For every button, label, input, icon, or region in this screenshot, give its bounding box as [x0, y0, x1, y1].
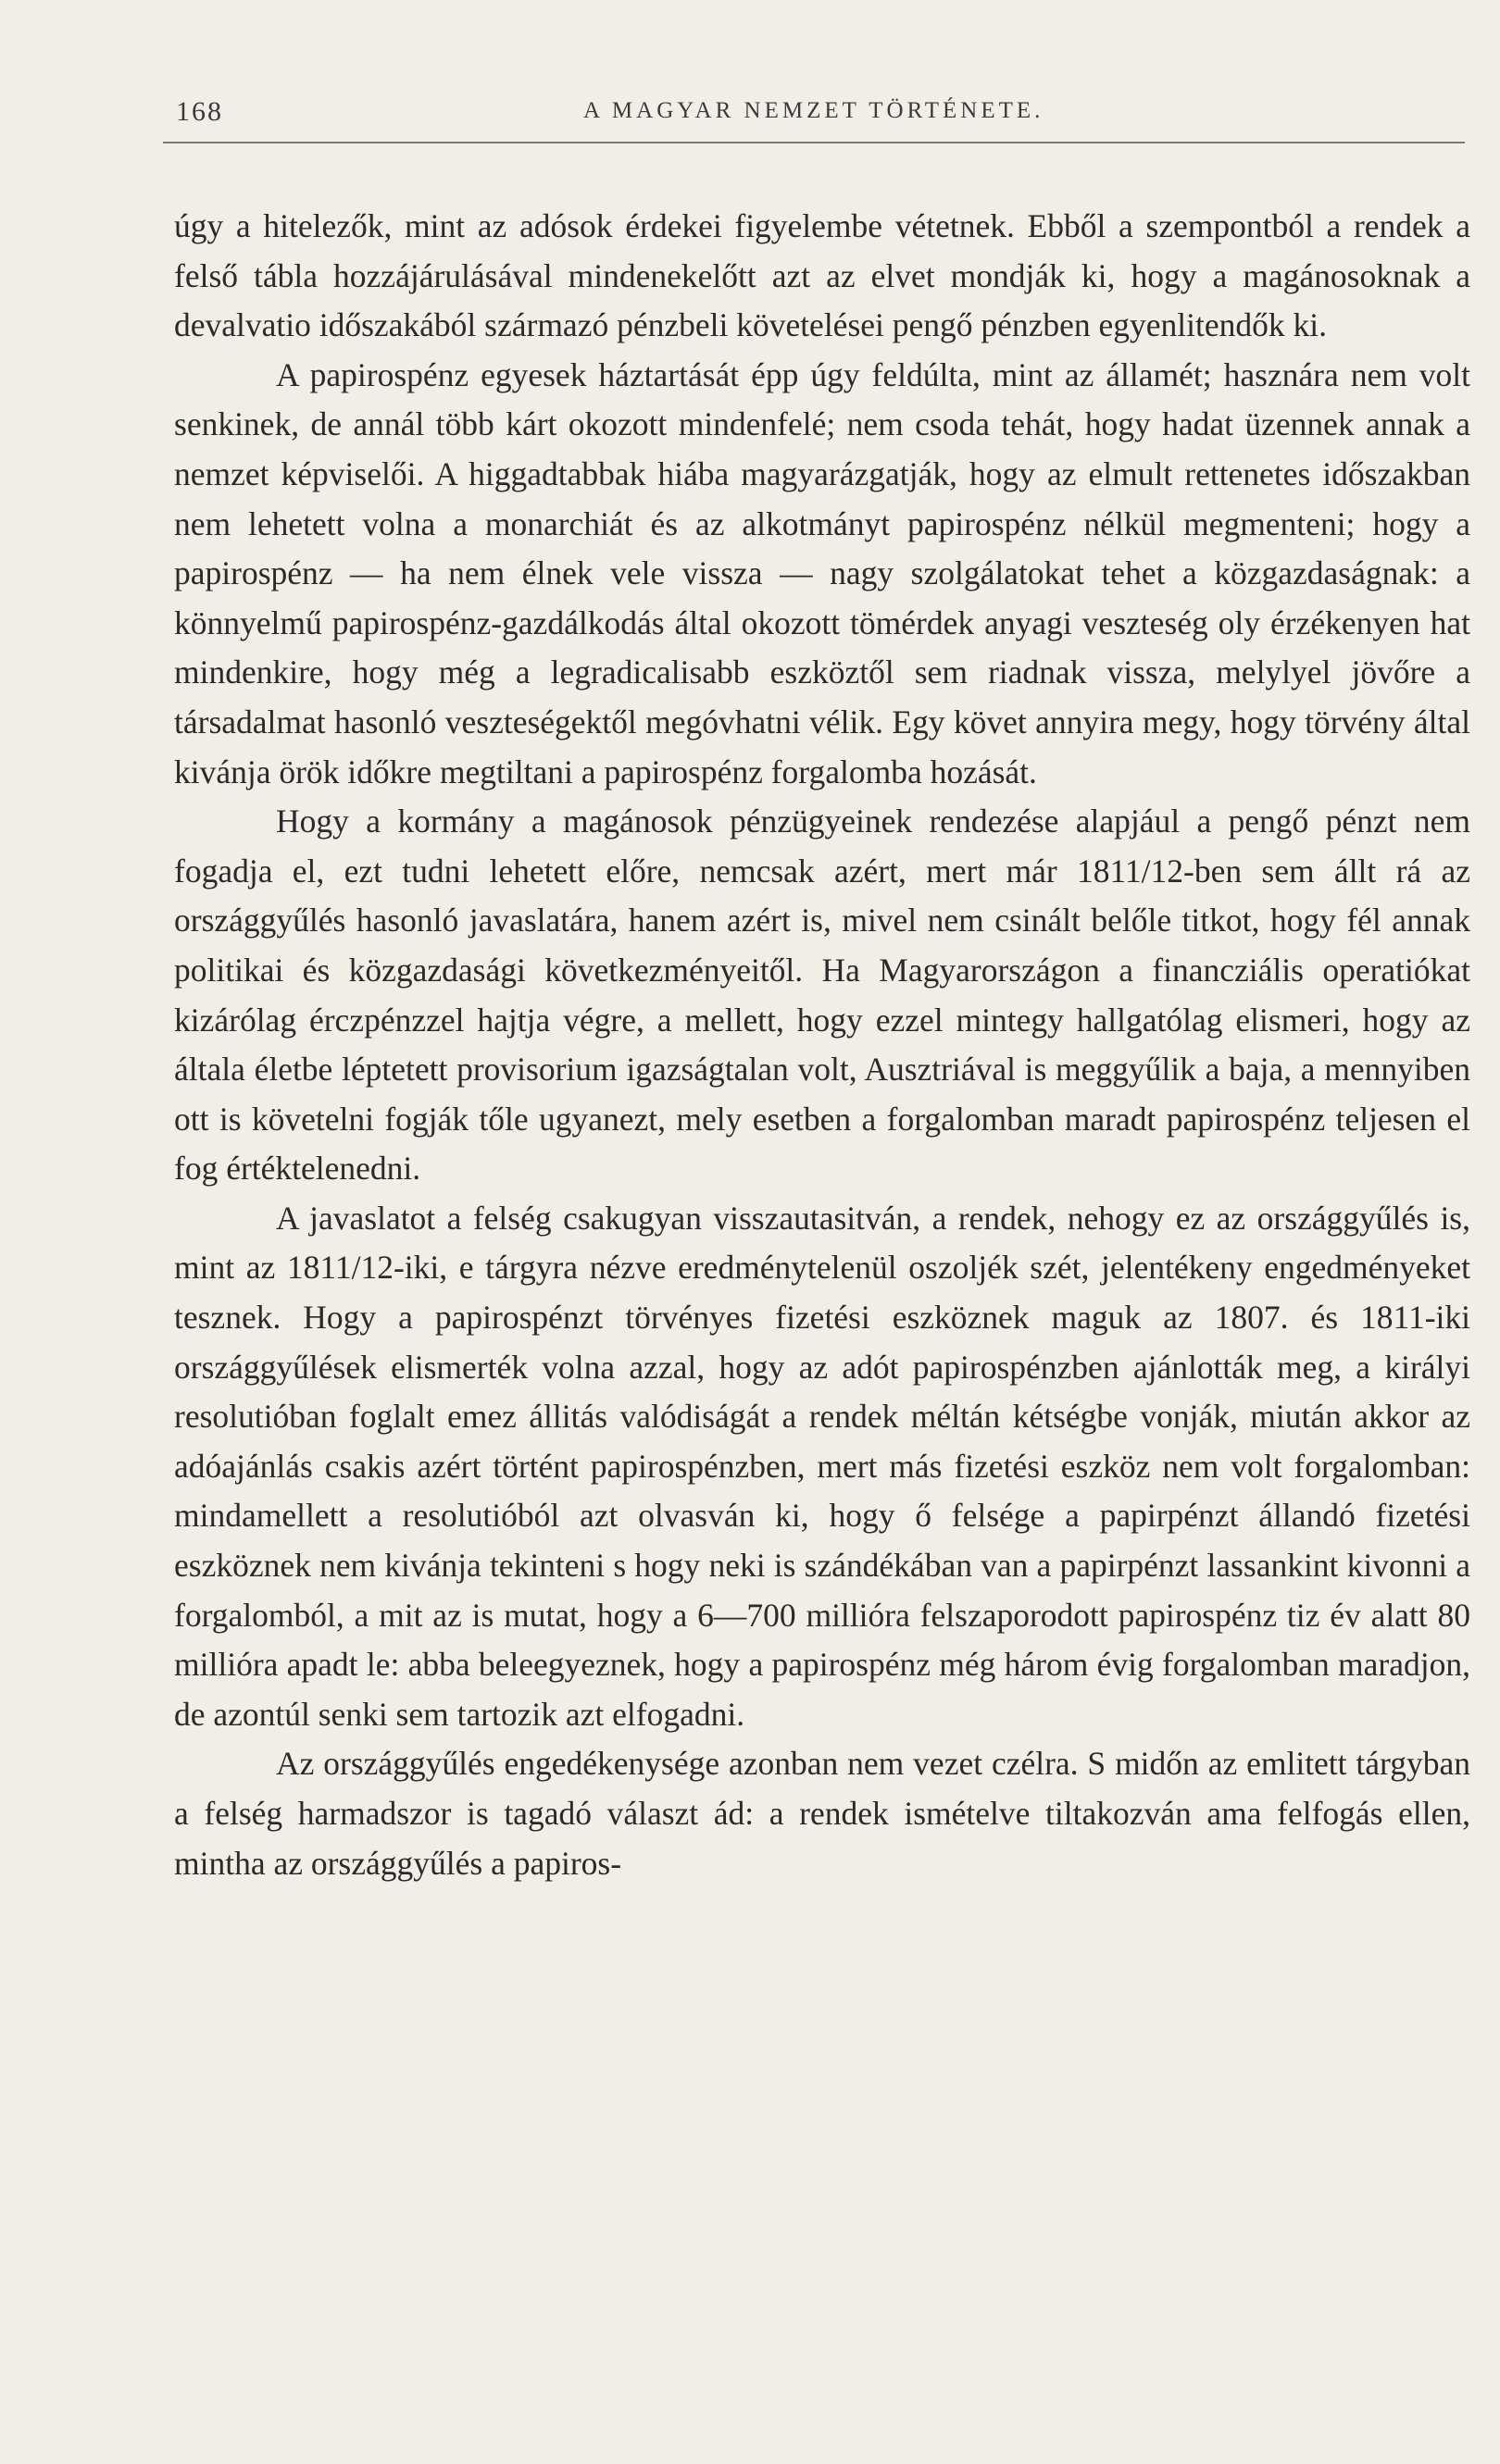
- paragraph-4: A javaslatot a felség csakugyan visszautasitván, a rendek, nehogy ez az országgyűlés is, mint az 1811/12-iki, e tárgyra nézve eredménytelenül oszoljék szét, jelentékeny engedményeket tesznek. Hogy a papirospénzt törvényes fizetési eszköznek maguk az 1807. és 1811-iki országgyűlések elismerték volna azzal, hogy az adót papirospénzben ajánlották meg, a királyi resolutióban foglalt emez állitás valódiságát a rendek méltán kétségbe vonják, miután akkor az adóajánlás csakis azért történt papirospénzben, mert más fizetési eszköz nem volt forgalomban: mindamellett a resolutióból azt olvasván ki, hogy ő felsége a papirpénzt állandó fizetési eszköznek nem kivánja tekinteni s hogy neki is szándékában van a papirpénzt lassankint kivonni a forgalomból, a mit az is mutat, hogy a 6—700 millióra felszaporodott papirospénz tiz év alatt 80 millióra apadt le: abba beleegyeznek, hogy a papirospénz még három évig forgalomban maradjon, de azontúl senki sem tartozik azt elfogadni.: [174, 1199, 1470, 1733]
- header-rule: [163, 142, 1465, 143]
- page-number: 168: [176, 96, 223, 127]
- body-text: [174, 202, 1470, 1888]
- running-title: A MAGYAR NEMZET TÖRTÉNETE.: [583, 98, 1044, 123]
- paragraph-3: Hogy a kormány a magánosok pénzügyeinek rendezése alapjául a pengő pénzt nem fogadja el, ezt tudni lehetett előre, nemcsak azért, mert már 1811/12-ben sem állt rá az országgyűlés hasonló javaslatára, hanem azért is, mivel nem csinált belőle titkot, hogy fél annak politikai és közgazdasági következményeitől. Ha Magyarországon a financziális operatiókat kizárólag érczpénzzel hajtja végre, a mellett, hogy ezzel mintegy hallgatólag elismeri, hogy az általa életbe léptetett provisorium igazságtalan volt, Ausztriával is meggyűlik a baja, a mennyiben ott is követelni fogják tőle ugyanezt, mely esetben a forgalomban maradt papirospénz teljesen el fog értéktelenedni.: [174, 803, 1470, 1188]
- paragraph-2: A papirospénz egyesek háztartását épp úgy feldúlta, mint az államét; hasznára nem volt senkinek, de annál több kárt okozott mindenfelé; nem csoda tehát, hogy hadat üzennek annak a nemzet képviselői. A higgadtabbak hiába magyarázgatják, hogy az elmult rettenetes időszakban nem lehetett volna a monarchiát és az alkotmányt papirospénz nélkül megmenteni; hogy a papirospénz — ha nem élnek vele vissza — nagy szolgálatokat tehet a közgazdaságnak: a könnyelmű papirospénz-gazdálkodás által okozott tömérdek anyagi veszteség oly érzékenyen hat mindenkire, hogy még a legradicalisabb eszköztől sem riadnak vissza, melylyel jövőre a társadalmat hasonló veszteségektől megóvhatni vélik. Egy követ annyira megy, hogy törvény által kivánja örök időkre megtiltani a papirospénz forgalomba hozását.: [174, 355, 1470, 790]
- page-header: [176, 96, 1472, 137]
- paragraph-1: úgy a hitelezők, mint az adósok érdekei figyelembe vétetnek. Ebből a szempontból a rendek a felső tábla hozzájárulásával mindenekelőtt azt az elvet mondják ki, hogy a magánosoknak a devalvatio időszakából származó pénzbeli követelései pengő pénzben egyenlitendők ki.: [174, 207, 1470, 344]
- paragraph-5: Az országgyűlés engedékenysége azonban nem vezet czélra. S midőn az emlitett tárgyban a felség harmadszor is tagadó választ ád: a rendek ismételve tiltakozván ama felfogás ellen, mintha az országgyűlés a papiros-: [174, 1745, 1470, 1882]
